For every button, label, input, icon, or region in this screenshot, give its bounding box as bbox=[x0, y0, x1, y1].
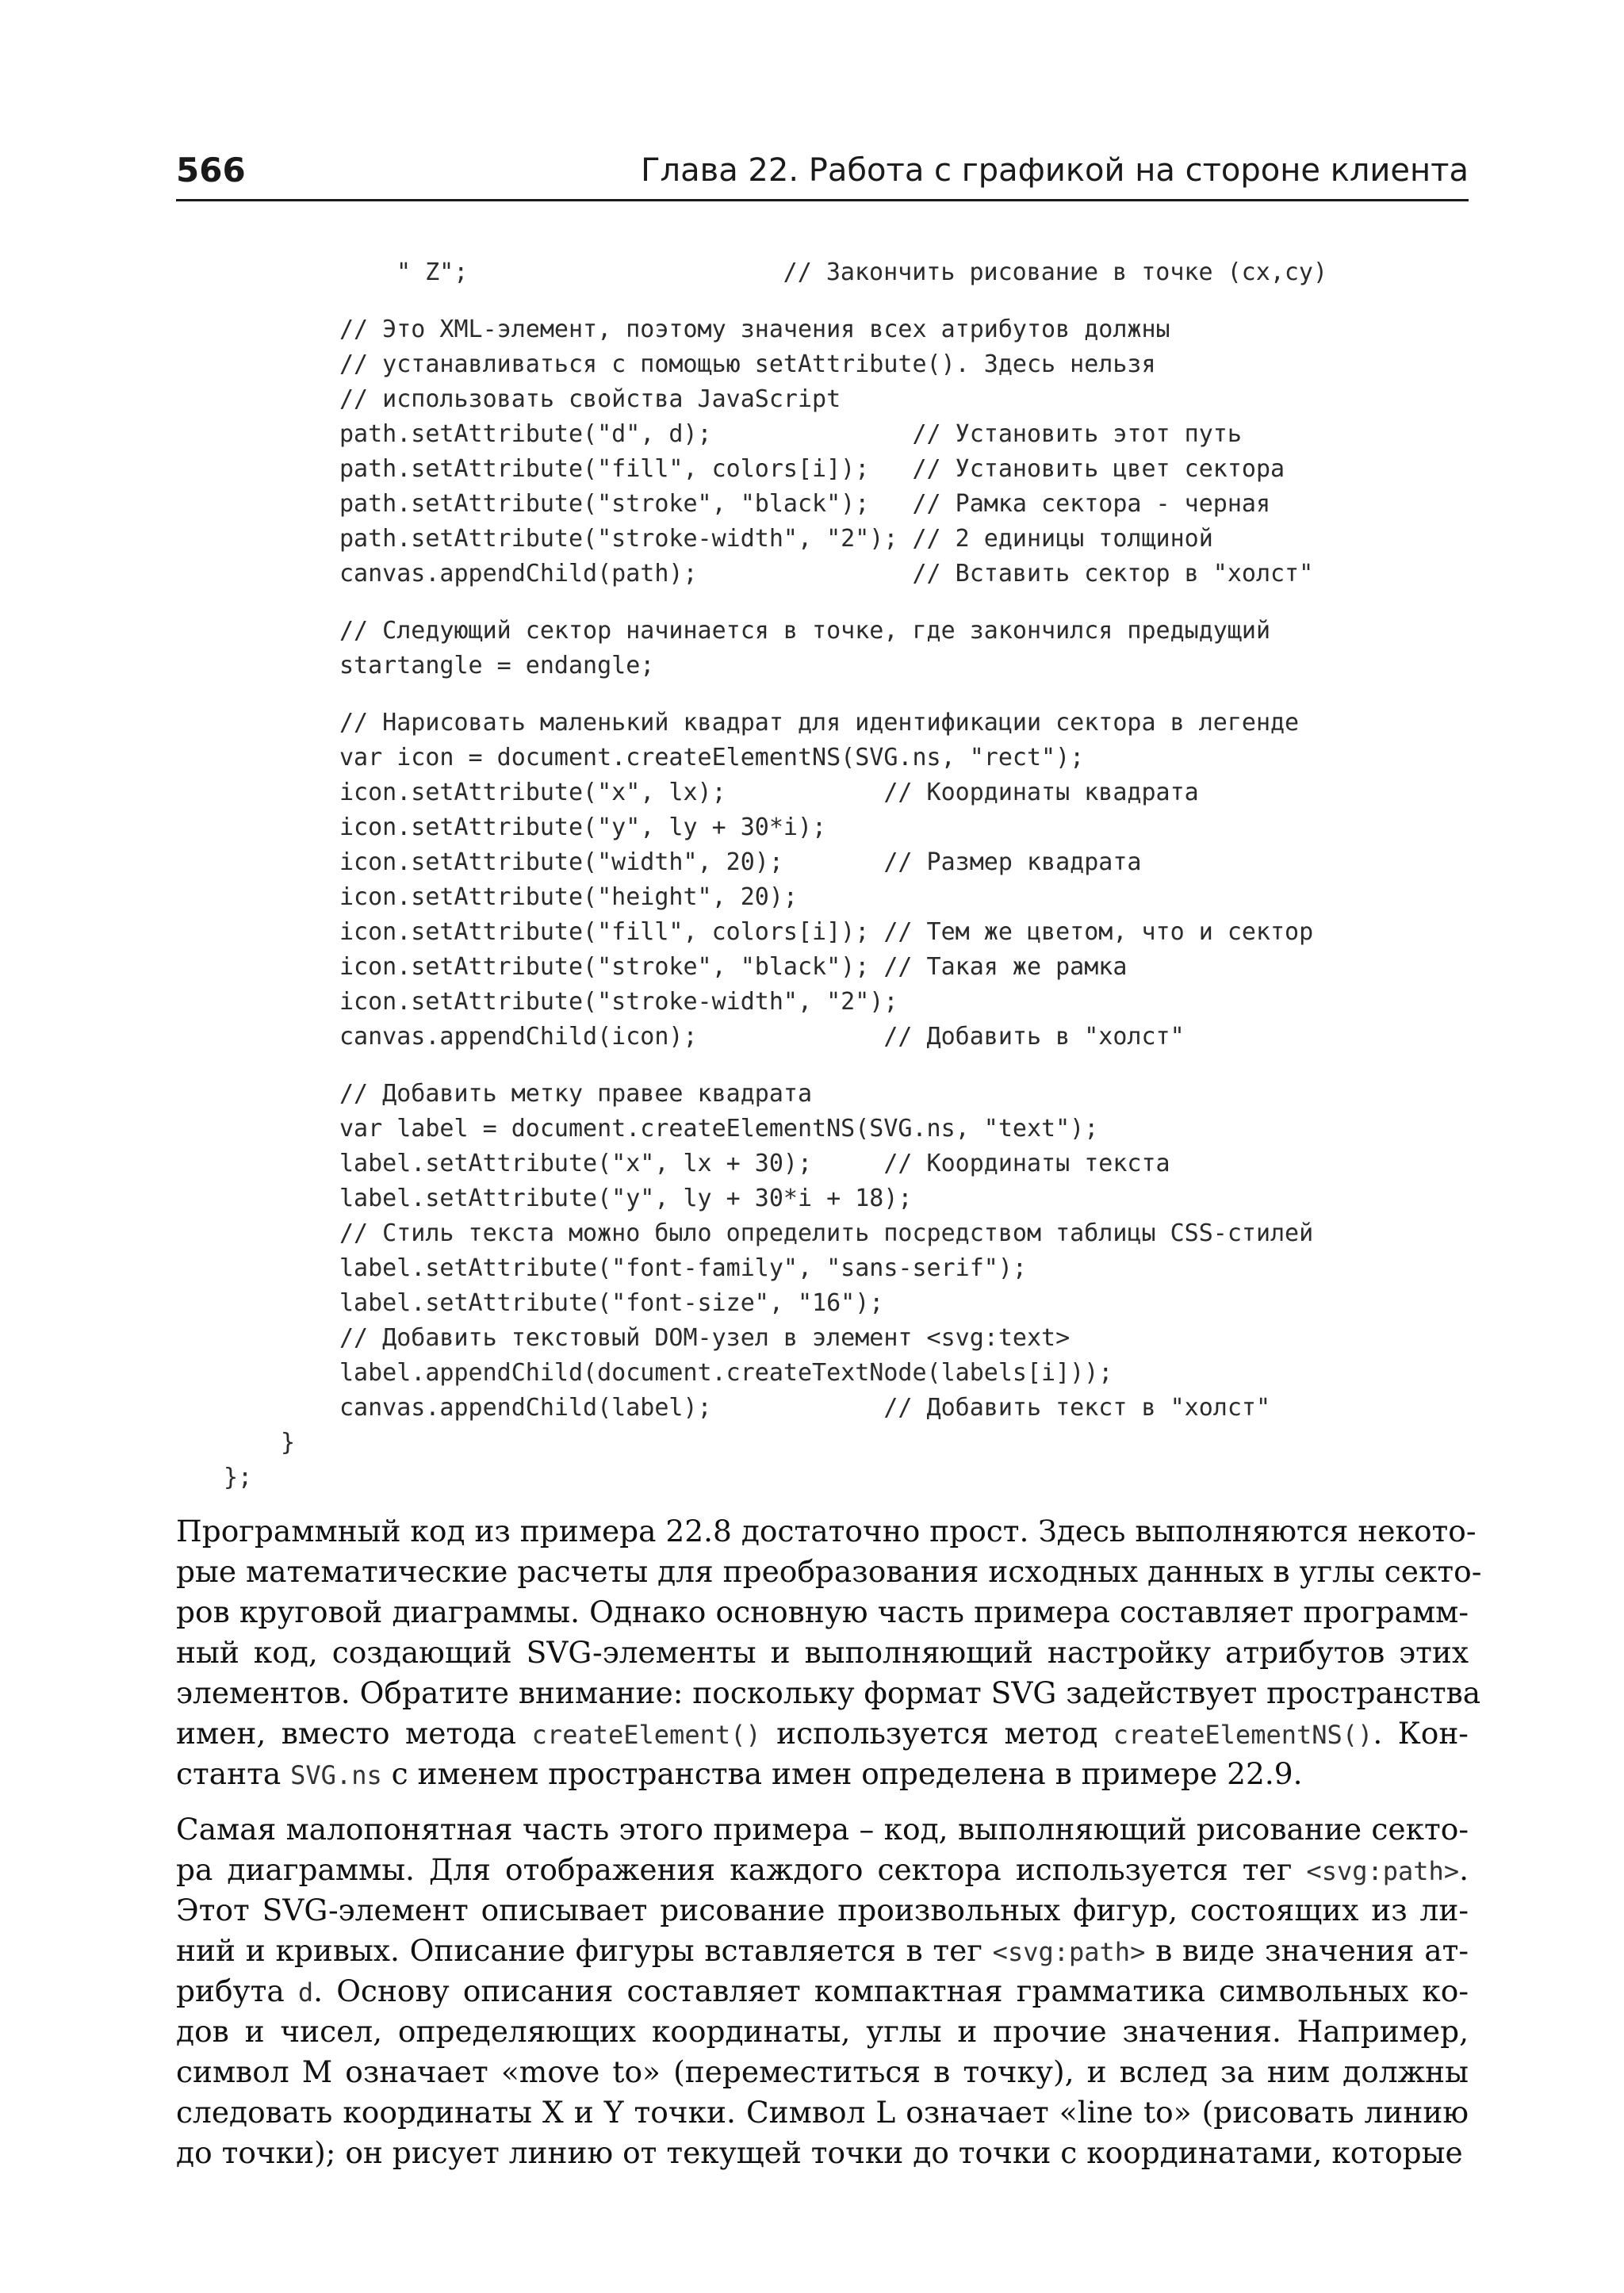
body-paragraph bbox=[176, 1511, 1482, 1794]
text-run: Этот SVG-элемент описывает рисование произвольных фигур, состоящих из ли- bbox=[176, 1893, 1469, 1927]
text-run: . Основу описания составляет компактная грамматика символьных ко- bbox=[313, 1973, 1469, 2008]
code-line: icon.setAttribute("fill", colors[i]); // Тем же цветом, что и сектор bbox=[339, 918, 1314, 946]
text-line bbox=[176, 2133, 1469, 2173]
code-line: label.setAttribute("font-size", "16"); bbox=[339, 1289, 884, 1317]
code-line: // Добавить текстовый DOM-узел в элемент <svg:text> bbox=[339, 1324, 1071, 1352]
code-line: icon.setAttribute("width", 20); // Размер квадрата bbox=[339, 848, 1142, 876]
code-line: var label = document.createElementNS(SVG.ns, "text"); bbox=[339, 1115, 1099, 1143]
text-line bbox=[176, 1511, 1477, 1552]
code-line: icon.setAttribute("stroke-width", "2"); bbox=[339, 988, 898, 1016]
code-line: path.setAttribute("stroke", "black"); // Рамка сектора - черная bbox=[339, 490, 1270, 518]
text-line bbox=[176, 1971, 1469, 2012]
text-line bbox=[176, 2052, 1469, 2092]
code-line: var icon = document.createElementNS(SVG.ns, "rect"); bbox=[339, 744, 1085, 771]
code-line: // Стиль текста можно было определить посредством таблицы CSS-стилей bbox=[339, 1219, 1314, 1247]
page-number: 566 bbox=[176, 151, 246, 189]
code-line: }; bbox=[224, 1464, 253, 1491]
text-line bbox=[176, 1552, 1482, 1592]
code-line: icon.setAttribute("y", ly + 30*i); bbox=[339, 813, 827, 841]
inline-code: SVG.ns bbox=[290, 1760, 382, 1790]
body-paragraph bbox=[176, 1809, 1469, 2173]
text-line bbox=[176, 1673, 1481, 1713]
code-line: path.setAttribute("stroke-width", "2"); // 2 единицы толщиной bbox=[339, 525, 1213, 553]
code-line: icon.setAttribute("height", 20); bbox=[339, 883, 798, 911]
text-run: следовать координаты X и Y точки. Символ L означает «line to» (рисовать линию bbox=[176, 2095, 1469, 2130]
text-run: используется метод bbox=[760, 1716, 1113, 1751]
inline-code: createElementNS() bbox=[1113, 1720, 1373, 1750]
code-line: canvas.appendChild(path); // Вставить сектор в "холст" bbox=[339, 560, 1314, 588]
text-run: Программный код из примера 22.8 достаточно прост. Здесь выполняются некото- bbox=[176, 1514, 1477, 1548]
inline-code: d bbox=[297, 1977, 314, 2008]
text-line bbox=[176, 1890, 1469, 1931]
code-line: canvas.appendChild(label); // Добавить текст в "холст" bbox=[339, 1394, 1270, 1422]
code-line: // Следующий сектор начинается в точке, где закончился предыдущий bbox=[339, 617, 1270, 645]
text-line bbox=[176, 1931, 1469, 1971]
code-line: icon.setAttribute("stroke", "black"); // Такая же рамка bbox=[339, 953, 1128, 981]
text-run: ра диаграммы. Для отображения каждого сектора используется тег bbox=[176, 1852, 1307, 1887]
text-run: . bbox=[1459, 1852, 1469, 1887]
inline-code: <svg:path> bbox=[992, 1937, 1146, 1967]
running-title: Глава 22. Работа с графикой на стороне клиента bbox=[641, 152, 1469, 189]
code-line: } bbox=[281, 1429, 296, 1457]
text-line bbox=[176, 1850, 1469, 1890]
page-header bbox=[176, 147, 1469, 204]
text-run: элементов. Обратите внимание: поскольку формат SVG задействует пространства bbox=[176, 1675, 1481, 1710]
text-run: ний и кривых. Описание фигуры вставляется в тег bbox=[176, 1933, 993, 1968]
code-line: startangle = endangle; bbox=[339, 652, 655, 679]
text-run: рибута bbox=[176, 1973, 298, 2008]
text-run: дов и чисел, определяющих координаты, углы и прочие значения. Например, bbox=[176, 2014, 1469, 2049]
text-run: символ M означает «move to» (переместиться в точку), и вслед за ним должны bbox=[176, 2054, 1469, 2089]
code-line: // устанавливаться с помощью setAttribute(). Здесь нельзя bbox=[339, 350, 1156, 378]
text-run: . Кон- bbox=[1373, 1716, 1469, 1751]
code-line: path.setAttribute("d", d); // Установить этот путь bbox=[339, 420, 1242, 448]
code-line: // Добавить метку правее квадрата bbox=[339, 1080, 813, 1108]
text-line bbox=[176, 2092, 1469, 2133]
text-run: Самая малопонятная часть этого примера – код, выполняющий рисование секто- bbox=[176, 1812, 1469, 1847]
text-run: имен, вместо метода bbox=[176, 1716, 532, 1751]
text-run: ров круговой диаграммы. Однако основную часть примера составляет программ- bbox=[176, 1594, 1469, 1629]
code-line: icon.setAttribute("x", lx); // Координаты квадрата bbox=[339, 779, 1199, 806]
code-line: " Z"; // Закончить рисование в точке (cx,cy) bbox=[396, 258, 1327, 286]
text-run: ный код, создающий SVG-элементы и выполняющий настройку атрибутов этих bbox=[176, 1635, 1469, 1670]
code-line: canvas.appendChild(icon); // Добавить в "холст" bbox=[339, 1023, 1185, 1051]
code-line: label.appendChild(document.createTextNode(labels[i])); bbox=[339, 1359, 1113, 1387]
code-line: label.setAttribute("x", lx + 30); // Координаты текста bbox=[339, 1150, 1170, 1177]
code-line: path.setAttribute("fill", colors[i]); // Установить цвет сектора bbox=[339, 455, 1285, 483]
text-run: рые математические расчеты для преобразования исходных данных в углы секто- bbox=[176, 1554, 1482, 1589]
code-line: label.setAttribute("font-family", "sans-serif"); bbox=[339, 1254, 1027, 1282]
text-line bbox=[176, 1713, 1469, 1754]
text-line bbox=[176, 2012, 1469, 2052]
inline-code: <svg:path> bbox=[1306, 1856, 1460, 1886]
text-line bbox=[176, 1633, 1469, 1673]
text-line bbox=[176, 1592, 1469, 1633]
text-run: станта bbox=[176, 1756, 291, 1791]
text-line bbox=[176, 1754, 1469, 1794]
code-line: // Это XML-элемент, поэтому значения всех атрибутов должны bbox=[339, 316, 1170, 343]
inline-code: createElement() bbox=[531, 1720, 761, 1750]
text-run: до точки); он рисует линию от текущей точки до точки с координатами, которые bbox=[176, 2135, 1463, 2170]
code-line: // использовать свойства JavaScript bbox=[339, 385, 841, 413]
text-run: с именем пространства имен определена в примере 22.9. bbox=[381, 1756, 1303, 1791]
header-rule bbox=[176, 199, 1469, 201]
code-line: label.setAttribute("y", ly + 30*i + 18); bbox=[339, 1185, 913, 1212]
text-run: в виде значения ат- bbox=[1145, 1933, 1469, 1968]
code-line: // Нарисовать маленький квадрат для идентификации сектора в легенде bbox=[339, 709, 1300, 737]
text-line bbox=[176, 1809, 1469, 1850]
